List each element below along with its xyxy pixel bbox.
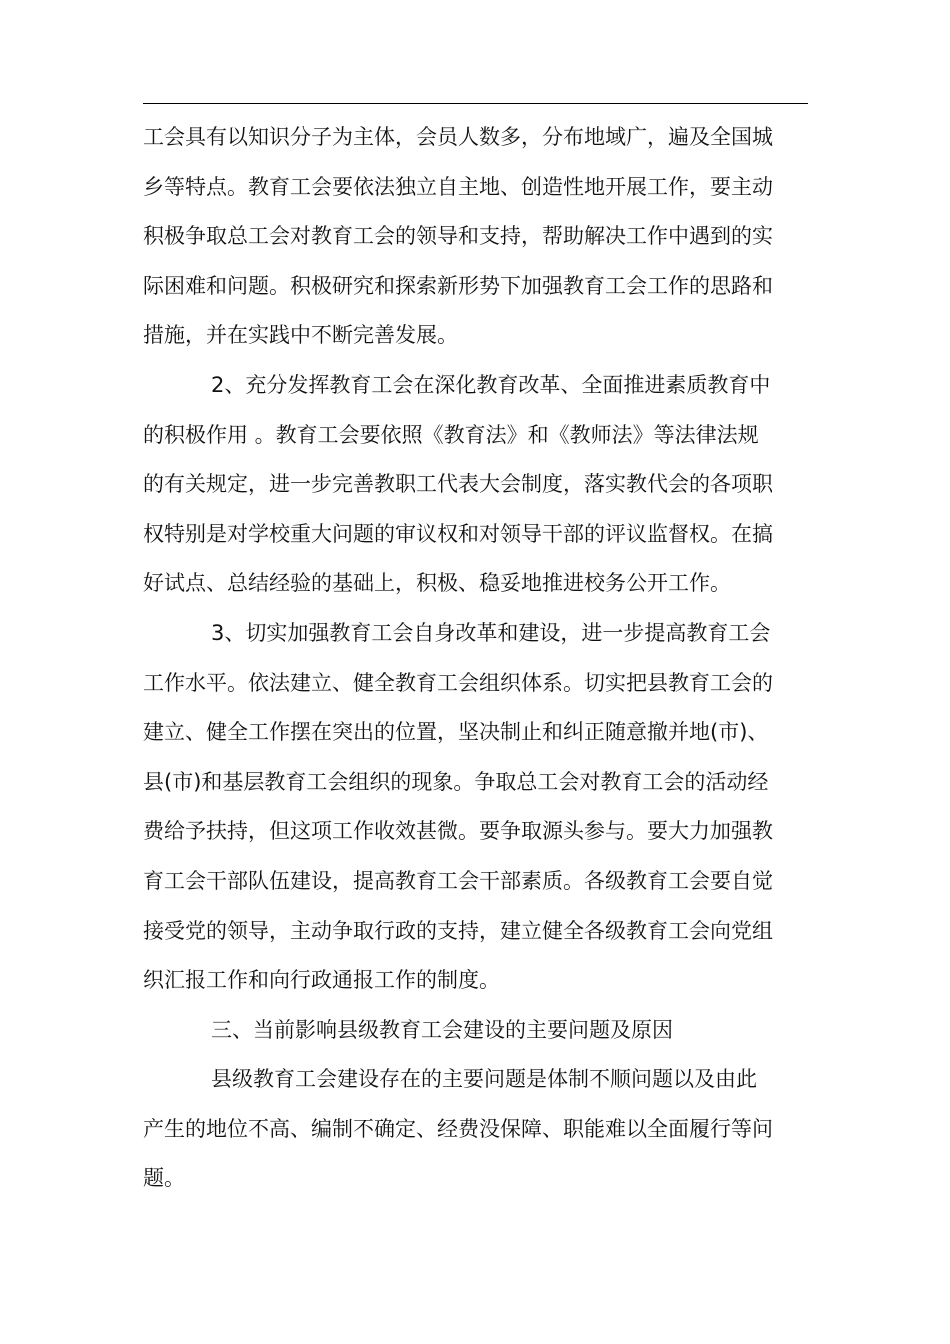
text-line: 县(市)和基层教育工会组织的现象。争取总工会对教育工会的活动经 — [143, 769, 769, 794]
text-line: 织汇报工作和向行政通报工作的制度。 — [143, 968, 500, 993]
body-text — [143, 113, 808, 1204]
text-line: 建立、健全工作摆在突出的位置，坚决制止和纠正随意撤并地(市)、 — [143, 720, 769, 745]
text-line: 的积极作用 。教育工会要依照《教育法》和《教师法》等法律法规 — [143, 422, 759, 447]
text-line: 积极争取总工会对教育工会的领导和支持，帮助解决工作中遇到的实 — [143, 224, 773, 249]
text-line: 2、充分发挥教育工会在深化教育改革、全面推进素质教育中 — [211, 372, 771, 397]
text-line: 措施，并在实践中不断完善发展。 — [143, 323, 458, 348]
header-rule — [143, 103, 808, 104]
text-line: 费给予扶持，但这项工作收效甚微。要争取源头参与。要大力加强教 — [143, 819, 773, 844]
text-line: 产生的地位不高、编制不确定、经费没保障、职能难以全面履行等问 — [143, 1116, 773, 1141]
text-line: 好试点、总结经验的基础上，积极、稳妥地推进校务公开工作。 — [143, 571, 731, 596]
text-line: 育工会干部队伍建设，提高教育工会干部素质。各级教育工会要自觉 — [143, 868, 773, 893]
text-line: 的有关规定，进一步完善教职工代表大会制度，落实教代会的各项职 — [143, 472, 773, 497]
text-line: 接受党的领导，主动争取行政的支持，建立健全各级教育工会向党组 — [143, 918, 773, 943]
text-line: 工作水平。依法建立、健全教育工会组织体系。切实把县教育工会的 — [143, 670, 773, 695]
text-line: 三、当前影响县级教育工会建设的主要问题及原因 — [211, 1017, 673, 1042]
text-line: 工会具有以知识分子为主体，会员人数多，分布地域广，遍及全国城 — [143, 125, 773, 149]
text-line: 乡等特点。教育工会要依法独立自主地、创造性地开展工作，要主动 — [143, 174, 773, 199]
text-line: 题。 — [143, 1166, 185, 1191]
text-line: 际困难和问题。积极研究和探索新形势下加强教育工会工作的思路和 — [143, 273, 773, 298]
text-line: 3、切实加强教育工会自身改革和建设，进一步提高教育工会 — [211, 620, 771, 645]
text-line: 权特别是对学校重大问题的审议权和对领导干部的评议监督权。在搞 — [143, 521, 773, 546]
text-line: 县级教育工会建设存在的主要问题是体制不顺问题以及由此 — [211, 1067, 757, 1092]
